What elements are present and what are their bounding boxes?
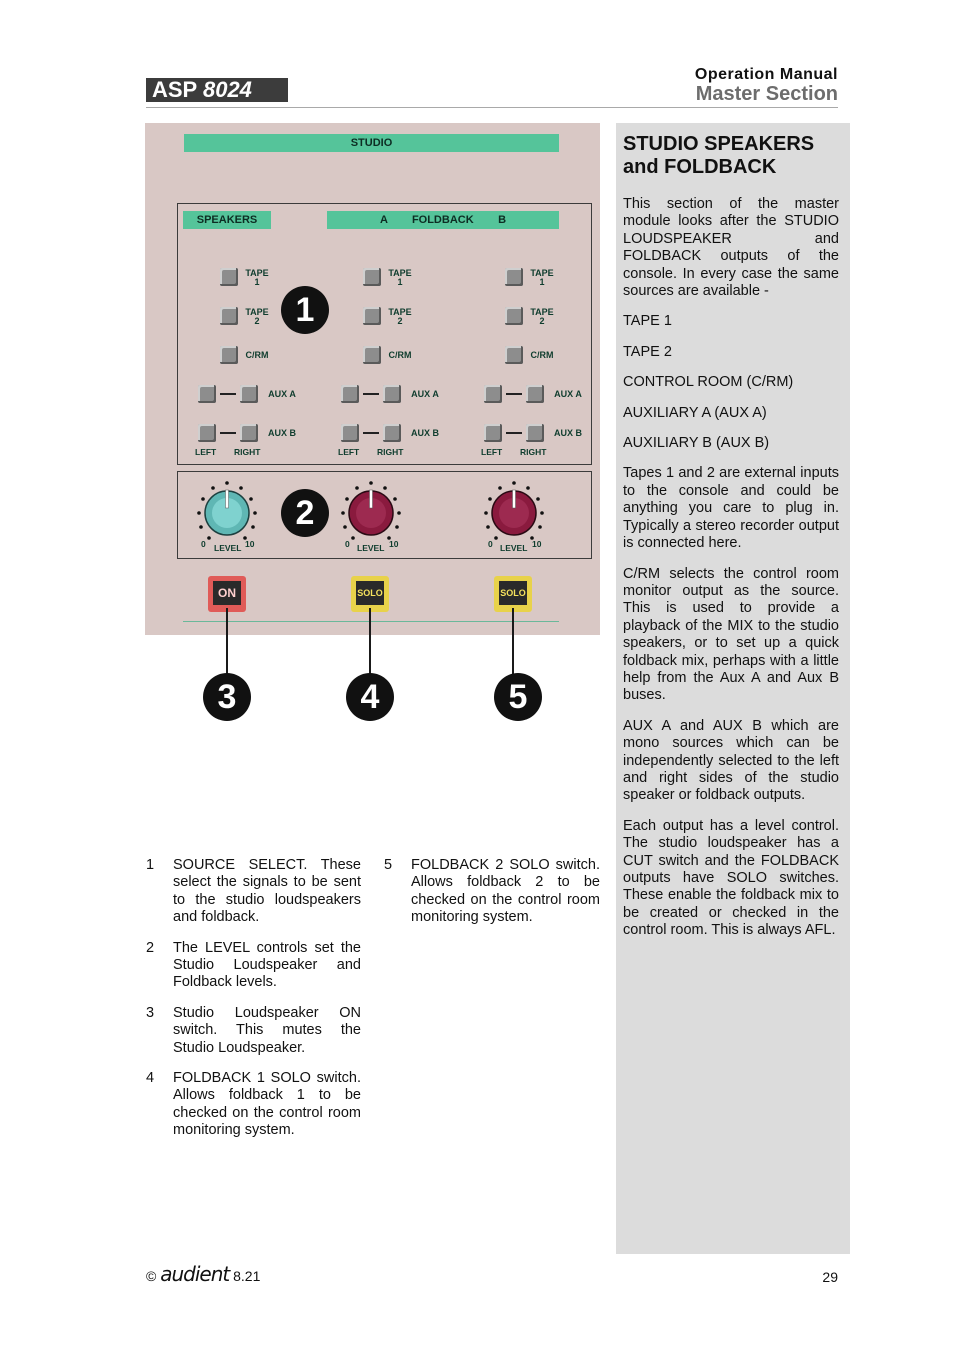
knob-max-label: 10: [532, 539, 542, 549]
page-number: 29: [822, 1269, 838, 1285]
tape2-label: TAPE 2: [530, 307, 554, 326]
aux-b-label: AUX B: [410, 428, 439, 438]
tape1-button-foldback-a[interactable]: [363, 268, 381, 286]
sidebar-text: [623, 196, 839, 953]
list-item: [146, 857, 361, 927]
manual-title: Operation Manual: [694, 66, 838, 83]
tape2-label: TAPE 2: [388, 307, 412, 326]
left-label: LEFT: [338, 447, 360, 457]
list-text: FOLDBACK 1 SOLO switch. Allows foldback 1 to be checked on the control room monitoring system.: [173, 1070, 361, 1139]
sidebar-paragraph: Each output has a level control. The studio loudspeaker has a CUT switch and the FOLDBACK outputs have SOLO switches. These enable the foldback mix to be created or checked in the control room. This is always AFL.: [623, 817, 839, 939]
left-label: LEFT: [481, 447, 503, 457]
left-label: LEFT: [195, 447, 217, 457]
header-titles: [695, 66, 838, 106]
aux-a-left-button-foldback-a[interactable]: [341, 385, 359, 403]
foldback-a-solo-switch[interactable]: [351, 576, 389, 612]
crm-label: C/RM: [245, 350, 269, 360]
right-label: RIGHT: [234, 447, 261, 457]
aux-a-right-button-speakers[interactable]: [240, 385, 258, 403]
link-dash: [363, 432, 379, 434]
foldback-b-solo-switch[interactable]: [494, 576, 532, 612]
callout-2: 2: [281, 489, 329, 537]
aux-a-right-button-foldback-b[interactable]: [526, 385, 544, 403]
foldback-label-bar: A FOLDBACK B: [327, 211, 559, 229]
sidebar-title: STUDIO SPEAKERS and FOLDBACK: [623, 133, 815, 178]
solo-switch-label: SOLO: [356, 581, 384, 605]
list-text: FOLDBACK 2 SOLO switch. Allows foldback 2 to be checked on the control room monitoring system.: [411, 857, 600, 926]
aux-b-label: AUX B: [553, 428, 582, 438]
knob-level-label: LEVEL: [214, 543, 242, 553]
knob-max-label: 10: [245, 539, 255, 549]
section-title: Master Section: [695, 83, 838, 105]
right-label: RIGHT: [520, 447, 547, 457]
right-label: RIGHT: [377, 447, 404, 457]
list-item: [146, 1005, 361, 1057]
aux-a-left-button-speakers[interactable]: [198, 385, 216, 403]
crm-label: C/RM: [530, 350, 554, 360]
copyright-symbol: ©: [146, 1268, 157, 1284]
list-text: SOURCE SELECT. These select the signals to be sent to the studio loudspeakers and foldback.: [173, 857, 361, 926]
callout-5-leader: [512, 608, 514, 674]
list-number: 1: [146, 857, 155, 873]
list-number: 3: [146, 1004, 155, 1021]
asp-8024-logo: [146, 78, 288, 102]
callout-3-leader: [226, 608, 228, 674]
studio-label-bar: STUDIO: [184, 134, 559, 152]
aux-a-left-button-foldback-b[interactable]: [484, 385, 502, 403]
crm-label: C/RM: [388, 350, 412, 360]
callout-5: 5: [494, 673, 542, 721]
sidebar-paragraph: AUXILIARY A (AUX A): [623, 404, 767, 421]
knob-min-label: 0: [201, 539, 206, 549]
knob-min-label: 0: [488, 539, 493, 549]
logo-prefix: ASP: [152, 77, 197, 102]
on-switch-label: ON: [213, 581, 241, 605]
footer-copyright: [146, 1262, 260, 1286]
sidebar-paragraph: TAPE 2: [623, 343, 672, 360]
speakers-label-bar: SPEAKERS: [183, 211, 271, 229]
version: 8.21: [233, 1268, 261, 1284]
sidebar-paragraph: AUX A and AUX B which are mono sources which can be independently selected to the left and right sides of the studio speaker or foldback outputs.: [623, 717, 839, 804]
aux-b-left-button-foldback-a[interactable]: [341, 424, 359, 442]
solo-switch-label: SOLO: [499, 581, 527, 605]
tape1-label: TAPE 1: [530, 268, 554, 287]
aux-b-left-button-speakers[interactable]: [198, 424, 216, 442]
callout-4-leader: [369, 608, 371, 674]
tape2-button-foldback-a[interactable]: [363, 307, 381, 325]
studio-on-switch[interactable]: [208, 576, 246, 612]
header-divider: [146, 107, 838, 108]
list-item: [146, 1070, 361, 1140]
link-dash: [220, 432, 236, 434]
knob-level-label: LEVEL: [500, 543, 528, 553]
list-text: Studio Loudspeaker ON switch. This mutes the Studio Loudspeaker.: [173, 1004, 361, 1056]
callout-1: 1: [281, 286, 329, 334]
callout-3: 3: [203, 673, 251, 721]
tape2-label: TAPE 2: [245, 307, 269, 326]
crm-button-speakers[interactable]: [220, 346, 238, 364]
logo-model: 8024: [202, 77, 252, 102]
audient-logo: audient: [160, 1262, 230, 1286]
list-number: 5: [384, 857, 393, 873]
list-number: 2: [146, 939, 155, 956]
tape1-button-foldback-b[interactable]: [505, 268, 523, 286]
knob-min-label: 0: [345, 539, 350, 549]
tape1-label: TAPE 1: [388, 268, 412, 287]
sidebar-paragraph: TAPE 1: [623, 313, 672, 330]
callout-list-left: [146, 857, 361, 1153]
link-dash: [506, 393, 522, 395]
list-item: [146, 940, 361, 992]
aux-b-left-button-foldback-b[interactable]: [484, 424, 502, 442]
list-item: [384, 857, 600, 927]
sidebar-paragraph: AUXILIARY B (AUX B): [623, 435, 770, 452]
aux-b-right-button-foldback-b[interactable]: [526, 424, 544, 442]
tape2-button-foldback-b[interactable]: [505, 307, 523, 325]
link-dash: [220, 393, 236, 395]
sidebar-paragraph: CONTROL ROOM (C/RM): [623, 374, 794, 391]
panel-divider: [183, 621, 559, 622]
studio-panel-illustration: [145, 123, 600, 635]
list-text: The LEVEL controls set the Studio Loudspeaker and Foldback levels.: [173, 939, 361, 991]
link-dash: [363, 393, 379, 395]
aux-b-right-button-foldback-a[interactable]: [383, 424, 401, 442]
link-dash: [506, 432, 522, 434]
sidebar-paragraph: C/RM selects the control room monitor output as the source. This is used to provide a playback of the MIX to the studio speakers, or to set up a quick foldback mix, perhaps with a little help from the Aux A and Aux B buses.: [623, 565, 839, 704]
callout-list-right: [384, 857, 600, 940]
tape2-button-speakers[interactable]: [220, 307, 238, 325]
aux-a-label: AUX A: [411, 389, 439, 399]
tape1-button-speakers[interactable]: [220, 268, 238, 286]
crm-button-foldback-a[interactable]: [363, 346, 381, 364]
sidebar-paragraph: Tapes 1 and 2 are external inputs to the console and could be anything you care to plug in. Typically a stereo recorder output is connected here.: [623, 465, 839, 552]
tape1-label: TAPE 1: [245, 268, 269, 287]
aux-b-right-button-speakers[interactable]: [240, 424, 258, 442]
list-number: 4: [146, 1070, 155, 1087]
sidebar-paragraph: This section of the master module looks after the STUDIO LOUDSPEAKER and FOLDBACK outputs of the console. In every case the same sources are available -: [623, 196, 839, 300]
knob-level-label: LEVEL: [357, 543, 385, 553]
knob-max-label: 10: [389, 539, 399, 549]
aux-a-label: AUX A: [554, 389, 582, 399]
aux-b-label: AUX B: [267, 428, 296, 438]
callout-4: 4: [346, 673, 394, 721]
aux-a-right-button-foldback-a[interactable]: [383, 385, 401, 403]
aux-a-label: AUX A: [268, 389, 296, 399]
crm-button-foldback-b[interactable]: [505, 346, 523, 364]
